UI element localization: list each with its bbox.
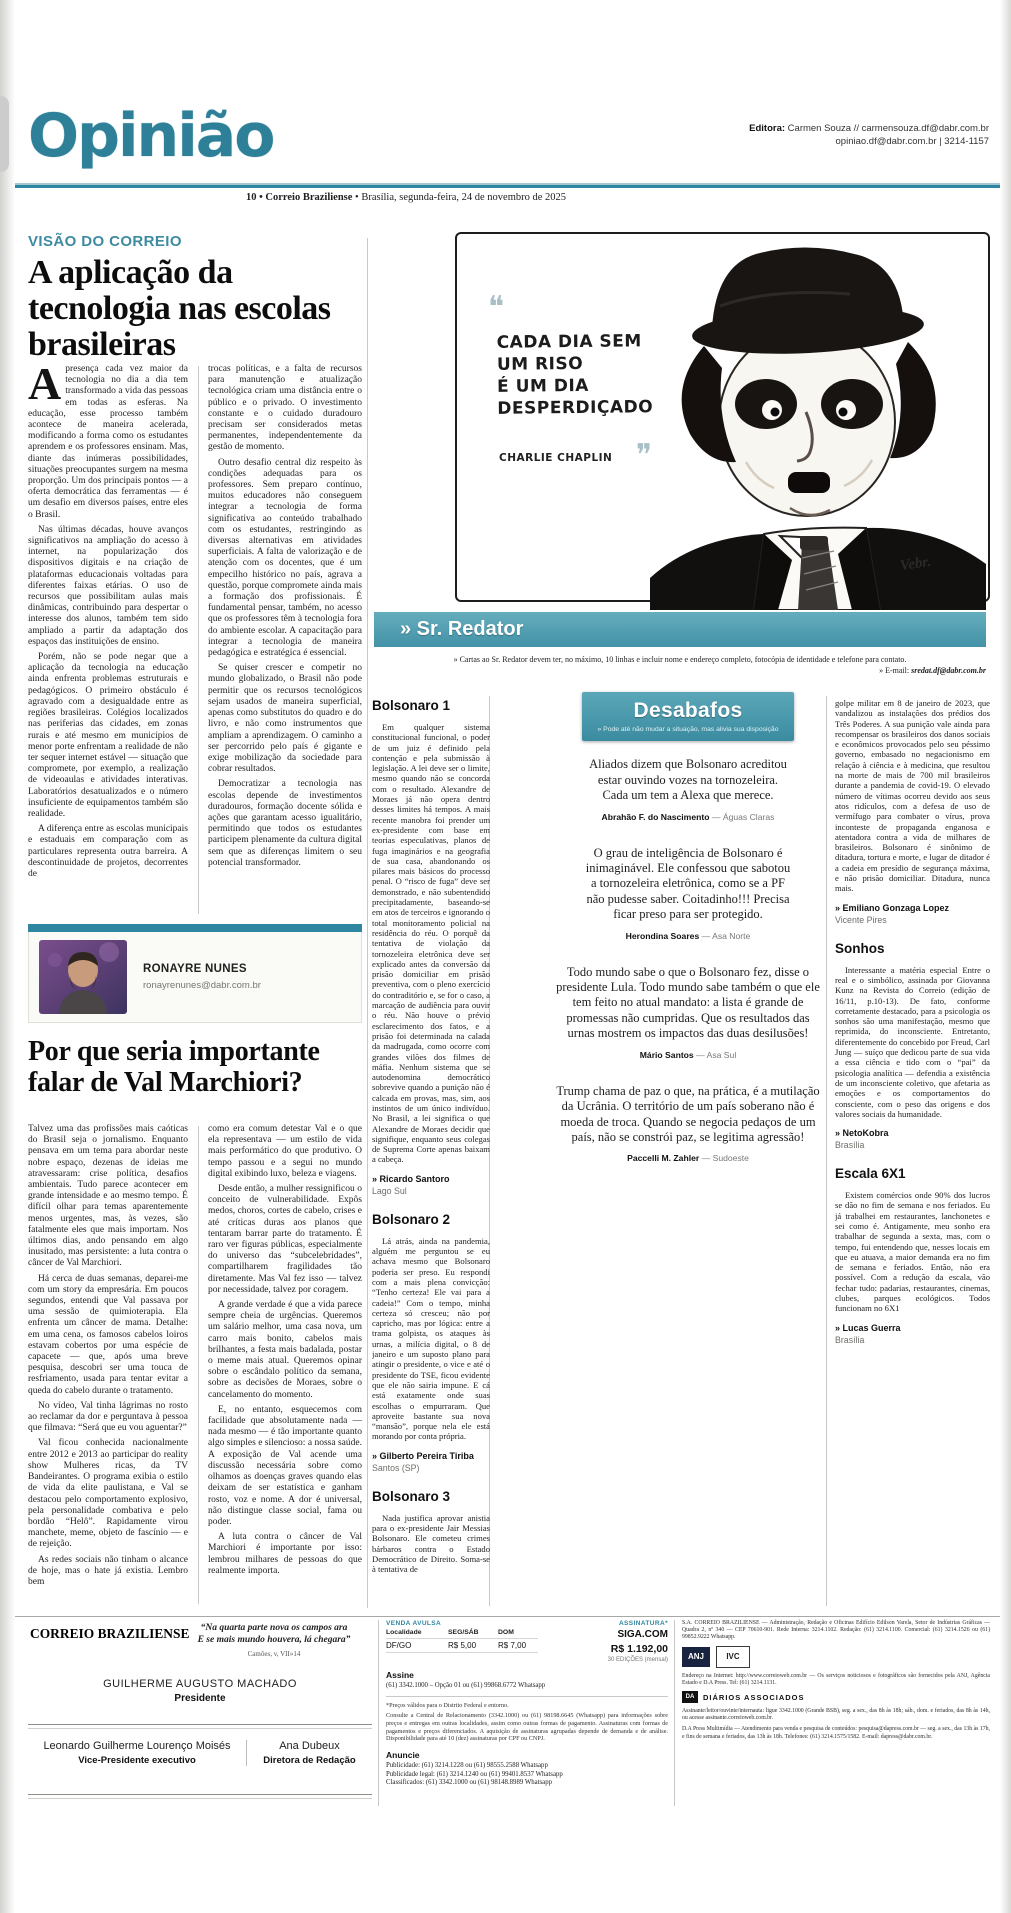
opinion-paragraph: Val ficou conhecida nacionalmente entre 2012 e 2013 ao participar do reality show Mulheres ricas, da TV Bandeirantes. O programa exibia o estilo de vida da elite paulistana, e Val se destacou pelo comportamento explosivo, pela personalidade combativa e pelo bordão “Helô”. Rapidamente virou manchete, meme, objeto de fascínio — e de rejeição. [28, 1438, 188, 1550]
footer-sales-block [386, 1620, 668, 1810]
desabafos-box [582, 692, 794, 741]
letter-heading: Escala 6X1 [835, 1166, 906, 1182]
letter-heading: Bolsonaro 2 [372, 1211, 451, 1227]
sr-redator-title: » Sr. Redator [400, 618, 524, 640]
desabafos-subtitle: » Pode até não mudar a situação, mas alivia sua disposição [597, 726, 779, 733]
letter-signature-place: Vicente Pires [835, 914, 887, 925]
editorial-paragraph: A diferença entre as escolas municipais e estaduais em comparação com as particulares representa outra barreira. A descontinuidade de projetos, decorrentes de [28, 824, 188, 879]
footer-masthead-block [28, 1622, 372, 1808]
column-divider [198, 1126, 199, 1604]
letter-body-continuation: golpe militar em 8 de janeiro de 2023, que vandalizou as instalações dos prédios dos Três Poderes. A sua punição vale ainda para recompensar os brasileiros dos danos sociais e econômicos provocados pelo seu péssimo governo, embasado no negacionismo em relação à ciência e à medicina, que resultou na morte de mais de 700 mil brasileiros durante a pandemia de covid-19. O elevado número de vítimas ocorreu devido aos seus atos ridículos, com a defesa de uso de vermífugo para combater o vírus, prova inconteste de propaganda enganosa e atentadora contra a vida de milhares de brasileiros. Bolsonaro é sinônimo de ditadura, tortura e morte, e lugar de ditador é a cadeia em presídio de segurança máxima, e não prisão domiciliar. Ditadura, nunca mais. [835, 698, 990, 894]
company-info: S.A. CORREIO BRAZILIENSE — Administração, Redação e Oficinas Edifício Edilson Varela, Setor de Indústrias Gráficas — Quadra 2, nº 340 — CEP 70610-901. Rede Interna: 3214.1102. Redação: (61) 3214.1100. Comercial: (61) 3214.1526 ou (61) 99852.9222 Whatsapp. [682, 1620, 990, 1641]
anuncie-line: Publicidade legal: (61) 3214.1240 ou (61) 99401.8537 Whatsapp [386, 1770, 563, 1778]
price-note: *Preços válidos para o Distrito Federal e entorno. [386, 1701, 509, 1709]
editorial-paragraph: Democratizar a tecnologia nas escolas depende de investimentos duradouros, formação docente sólida e ações que garantam acesso igualitário, permitindo que todos os estudantes participem plenamente da cultura digital sem que as diferenças limitem o seu potencial transformador. [208, 779, 362, 868]
subscription-offer [550, 1620, 668, 1663]
footer-divider [15, 1616, 1000, 1617]
anuncie-label: Anuncie [386, 1750, 420, 1761]
author-photo [39, 940, 127, 1014]
assine-info: (61) 3342.1000 – Opção 01 ou (61) 99868.6772 Whatsapp [386, 1682, 546, 1689]
masthead-quote-attribution: Camões, v, VII»14 [247, 1650, 301, 1658]
opinion-column-2 [208, 1124, 362, 1608]
scan-edge-right [1000, 0, 1011, 1913]
central-relacionamento-info: Consulte a Central de Relacionamento (3342.1000) ou (61) 98198.6645 (Whatsapp) para informações sobre preços e entregas em outras localidades, assim como outras formas de pagamento. Assinaturas com formas de pagamentos e preços diferenciados. A aquisição de assinaturas agrupadas depende de demanda e de análise. Disponibilidade para até 10 (dez) assinaturas por CPF ou CNPJ. [386, 1712, 668, 1743]
editorial-paragraph: trocas políticas, e a falta de recursos para manutenção e atualização tecnológica criam uma distância entre o público e o privado. O investimento constante e o cuidado duradouro precisam ser considerados metas permanentes, independentemente da gestão de momento. [208, 364, 362, 453]
vp-name: Leonardo Guilherme Lourenço Moisés [43, 1740, 231, 1752]
footer-company-block [682, 1620, 990, 1820]
letter-heading: Bolsonaro 1 [372, 698, 451, 713]
chaplin-caricature [650, 236, 986, 610]
reader-quote: O grau de inteligência de Bolsonaro é inimaginável. Ele confessou que sabotou a tornozeleira eletrônica, como se a PF não pudesse saber. Coitadinho!!! Precisa ficar preso para ser protegido. [585, 845, 791, 922]
letter-heading: Sonhos [835, 940, 885, 956]
scan-artifact [0, 96, 9, 172]
page-date: • Brasília, segunda-feira, 24 de novembro de 2025 [352, 192, 567, 203]
opinion-paragraph: como era comum detestar Val e o que ela representava — um estilo de vida mais performático do que produtivo. O tempo passou e a segui no mundo digital exibindo luxo, beleza e viagens. [208, 1124, 362, 1179]
opinion-paragraph: E, no entanto, esquecemos com facilidade que absolutamente nada — nada mesmo — é tão importante quanto algo simples e silencioso: a nossa saúde. A exposição de Val acende uma discussão necessária sobre como olhamos as doenças graves quando elas deixam de ser estatística e ganham rosto, voz e nome. A dor é universal, não distingue classe social, fama ou poder. [208, 1404, 362, 1527]
assinatura-label: ASSINATURA* [618, 1620, 668, 1627]
page-dateline [246, 191, 566, 205]
opinion-column-1 [28, 1124, 188, 1608]
atendimento-info: Assinante/leitor/ouvinte/internauta: ligue 3342.1000 (Grande BSB), seg. a sex., das 8h às 18h; sáb., dom. e feriados, das 8h às 14h, ou acesse assinante.correioweb.com.br. [682, 1708, 990, 1722]
opinion-paragraph: A luta contra o câncer de Val Marchiori é importante por isso: lembrou milhares de pessoas do que realmente importa. [208, 1532, 362, 1576]
letter-body: Existem comércios onde 90% dos lucros se dão no fim de semana e nos feriados. Eu já trabalhei em restaurantes, lanchonetes e sei como é. Antigamente, meu sonho era trabalhar de segunda a sexta, mas, com o tempo, fui entendendo que, nesses locais em que eu atuava, a maior demanda era no fim de semana e feriados. Então, não era possível. Com a redução da escala, vão fechar tudo: padarias, restaurantes, cinemas, clubes, parques ecológicos. Todos funcionam no 6X1 [835, 1190, 990, 1314]
opinion-paragraph: Desde então, a mulher ressignificou o conceito de vulnerabilidade. Expôs medos, choros, cortes de cabelo, crises e até críticas duras aos planos que tentaram barrar parte do tratamento. É raro ver figuras públicas, especialmente do universo das “subcelebridades”, compartilharem fragilidades tão diretamente. Mas Val fez isso — talvez por necessidade, talvez por coragem. [208, 1184, 362, 1295]
editorial-paragraph: Apresença cada vez maior da tecnologia no dia a dia tem transformado a vida das pessoas em todas as esferas. Na educação, esse processo também acontece de maneira acelerada, modificando a forma como os estudantes aprendem e os professores ensinam. Mas, diante das inúmeras possibilidades, situações preocupantes surgem na mesma proporção. Um dos principais pontos — a oferta democrática das ferramentas — é um desafio em diversos países, entre eles o Brasil. [28, 364, 188, 520]
opinion-paragraph: A grande verdade é que a vida parece sempre cheia de urgências. Queremos um salário melhor, uma casa nova, um carro mais bonito, cabelos mais brilhantes, a festa mais badalada, postar o meme mais atual. Queremos opinar sobre o escândalo político da semana, sobre as decisões de Moraes, sobre o cancelamento do momento. [208, 1300, 362, 1400]
column-divider [826, 696, 827, 1606]
letter-signature: » NetoKobra [835, 1128, 889, 1139]
diarios-associados-row [682, 1691, 990, 1703]
editor-info [749, 122, 989, 148]
diarios-associados-label: DIÁRIOS ASSOCIADOS [703, 1692, 805, 1702]
assinatura-price: R$ 1.192,00 [610, 1643, 668, 1655]
reader-quote: Aliados dizem que Bolsonaro acreditou estar ouvindo vozes na tornozeleira. Cada um tem a Alexa que merece. [589, 757, 787, 803]
editorial-column-1 [28, 364, 188, 920]
author-box-accent-bar [28, 924, 362, 932]
newspaper-logo: CORREIO BRAZILIENSE [30, 1627, 190, 1642]
footer-rule [28, 1724, 372, 1729]
dapress-info: D.A Press Multimídia — Atendimento para venda e pesquisa de conteúdos: pesquisa@dapress.com.br — seg. a sex., das 13h às 17h, e fins de semana e feriados, das 13h às 18h. Telefones: (61) 3214.1575/1582. E-mail: dapress@dabr.com.br. [682, 1726, 991, 1740]
editorial-paragraph: Outro desafio central diz respeito às condições adequadas para os professores. Sem preparo contínuo, muitos educadores não conseguem integrar a tecnologia de forma significativa ao conteúdo trabalhado com os estudantes, restringindo as diversas alternativas em atividades superficiais. A falta de valorização e de atenção com os docentes, que é um empecilho histórico no país, agrava a questão, porque compromete ainda mais a formação dos profissionais. É fundamental pensar, também, no acesso que os professores têm à tecnologia fora do ambiente escolar. A capacitação para integrar a tecnologia de maneira pedagógica e estratégica é essencial. [208, 457, 362, 659]
editor-label: Editora: [749, 123, 786, 134]
page-number-brand: 10 • Correio Braziliense [246, 192, 353, 203]
editor-contact: opiniao.df@dabr.com.br | 3214-1157 [835, 136, 989, 147]
anj-logo: ANJ [682, 1647, 710, 1667]
letter-signature: » Ricardo Santoro [372, 1173, 450, 1184]
cartoon-quote: CADA DIA SEM UM RISO É UM DIA DESPERDIÇADO [496, 331, 654, 419]
letter-signature-place: Lago Sul [372, 1185, 407, 1196]
kicker-visao-do-correio: VISÃO DO CORREIO [28, 233, 182, 250]
editorial-column-2 [208, 364, 362, 916]
letter-signature-place: Santos (SP) [372, 1462, 420, 1473]
assine-label: Assine [386, 1670, 414, 1680]
diarios-associados-logo: DA [682, 1691, 698, 1703]
ivc-logo: IVC [716, 1646, 750, 1668]
letter-signature: » Lucas Guerra [835, 1322, 901, 1333]
venda-avulsa-label: VENDA AVULSA [386, 1620, 442, 1627]
author-box [28, 924, 362, 1023]
vp-title: Vice-Presidente executivo [78, 1755, 196, 1766]
letters-instructions: » Cartas ao Sr. Redator devem ter, no máximo, 10 linhas e incluir nome e endereço completo, fotocópia de identidade e telefone para contato. [453, 655, 907, 664]
internet-info: Endereço na Internet: http://www.correioweb.com.br — Os serviços noticiosos e fotográficos são fornecidos pela ANJ, Agência Estado e D.A Press. Tel: (61) 3214.1131. [682, 1672, 990, 1686]
quote-signature: Abrahão F. do Nascimento — Águas Claras [601, 811, 775, 822]
sr-redator-section-bar [374, 612, 986, 647]
letter-signature: » Gilberto Pereira Tiriba [372, 1450, 474, 1461]
executives-credits [28, 1740, 372, 1766]
letters-column-1 [372, 698, 490, 1631]
director-title: Diretora de Redação [263, 1755, 356, 1766]
assinatura-brand: SIGA.COM [617, 1629, 668, 1640]
anuncie-line: Classificados: (61) 3342.1000 ou (61) 98148.8989 Whatsapp [386, 1779, 552, 1787]
drop-cap: A [28, 364, 62, 409]
opinion-paragraph: Talvez uma das profissões mais caóticas do Brasil seja o jornalismo. Enquanto pensava em um tema para abordar neste nobre espaço, dezenas de ideias me atravessaram: crise política, desafios ambientais. Tudo parece acontecer em grande intensidade e ao mesmo tempo. É difícil olhar para temas aparentemente menos urgentes, mas, às vezes, são fatalmente eles que mais importam. Nos últimos dias, ando pensando em algo inusitado, mas persistente: a luta contra o câncer de Val Marchiori. [28, 1124, 188, 1269]
masthead-quote: “Na quarta parte nova os campos ara E se mais mundo houvera, lá chegara” Camões, v, VII»14 [176, 1622, 372, 1660]
single-copy-price-table: VENDA AVULSA Localidade SEG/SÁB DOM DF/GO R$ 5,00 R$ 7,00 [386, 1620, 538, 1663]
footer-rule [28, 1794, 372, 1799]
author-name: RONAYRE NUNES [143, 963, 247, 975]
letter-heading: Bolsonaro 3 [372, 1488, 451, 1504]
quote-signature: Herondina Soares — Asa Norte [625, 930, 751, 941]
quote-signature: Paccelli M. Zahler — Sudoeste [627, 1153, 749, 1164]
letter-signature-place: Brasília [835, 1334, 865, 1345]
letter-body: Interessante a matéria especial Entre o real e o simbólico, assinada por Giovanna Kunz na Revista do Correio (edição de 16/11, p.10-13). De fato, conforme corretamente destacado, para a psicologia os sonhos são uma manifestação, mesmo que reprimida, do inconsciente. Entretanto, diferentemente do concebido por Freud, Carl Jung — suíço que dedicou parte de sua vida a essa ciência e tido com o “pai” da psicologia analítica — defendia a existência de um inconsciente coletivo, que afetaria as emoções e os comportamentos do consciente, com o peso das origens e dos valores sociais da humanidade. [835, 964, 990, 1119]
reader-quote: Todo mundo sabe o que o Bolsonaro fez, disse o presidente Lula. Todo mundo sabe também o que ele tem feito no atual mandato: a lista é grande de promessas não cumpridas. Que os resultados das urnas mostrem os impactos das duas desilusões! [556, 964, 820, 1041]
opinion-paragraph: Há cerca de duas semanas, deparei-me com um story da empresária. Em poucos segundos, entendi que Val passava por uma sessão de quimioterapia. Ela enfrenta um câncer de mama. Detalhe: em uma cena, os famosos cabelos loiros estavam cobertos por uma espécie de capacete — que, após uma breve pesquisa, descobri ser uma touca de resfriamento, usada para tentar evitar a queda do cabelo durante o tratamento. [28, 1273, 188, 1396]
footer-divider [378, 1620, 379, 1806]
editorial-paragraph: Se quiser crescer e competir no mundo globalizado, o Brasil não pode permitir que os recursos tecnológicos sejam usados de maneira superficial, apenas como substitutos do quadro e do livro, e não como instrumentos que ampliam a aprendizagem. O caminho a ser percorrido pelo país é gigante e exige mobilização da sociedade para cobrar resultados. [208, 663, 362, 775]
director-name: Ana Dubeux [279, 1740, 340, 1752]
cartoonist-signature: Vebr. [898, 553, 933, 575]
anuncie-line: Publicidade: (61) 3214.1228 ou (61) 98555.2588 Whatsapp [386, 1762, 548, 1770]
close-quote-icon: ❞ [636, 438, 653, 473]
opinion-headline: Por que seria importante falar de Val Marchiori? [28, 1036, 320, 1098]
editorial-paragraph: Porém, não se pode negar que a aplicação da tecnologia na educação ainda enfrenta problemas estruturais e pedagógicos. O primeiro obstáculo é agravado com a desigualdade entre as regiões brasileiras. Colégios localizados nas periferias das cidades, em zonas rurais e até mesmo em municípios de menor porte enfrentam a realidade de não ter sequer internet estável — situação que compromete, por exemplo, a realização de videoaulas e atividades interativas. Laboratórios desatualizados e o número insuficiente de equipamentos também são realidade. [28, 652, 188, 819]
editorial-paragraph: Nas últimas décadas, houve avanços significativos na ampliação do acesso à internet, na popularização dos dispositivos digitais e na criação de plataformas educacionais voltadas para diferentes faixas etárias. O uso de recursos que possibilitam aulas mais dinâmicas, contribuindo para despertar o interesse dos alunos, também tem sido ampliado a partir da adaptação dos espaços das instituições de ensino. [28, 524, 188, 647]
letter-body: Nada justifica aprovar anistia para o ex-presidente Jair Messias Bolsonaro. Ele cometeu crimes bárbaros contra o Estado Democrático de Direito. Soma-se à tentativa de [372, 1512, 490, 1575]
letter-signature: » Emiliano Gonzaga Lopez [835, 902, 950, 913]
president-credit: GUILHERME AUGUSTO MACHADO Presidente [103, 1678, 297, 1704]
opinion-paragraph: No vídeo, Val tinha lágrimas no rosto ao reclamar da dor e perguntava à pessoa que filmava: “Será que eu vou aguentar?” [28, 1400, 188, 1434]
open-quote-icon: ❝ [488, 290, 505, 325]
section-rule [15, 183, 1000, 188]
letter-signature-place: Brasília [835, 1140, 865, 1151]
footer-rule [386, 1696, 668, 1697]
opinion-paragraph: As redes sociais não tinham o alcance de hoje, mas o hate já existia. Lembro bem [28, 1554, 188, 1587]
author-portrait-illustration [39, 940, 127, 1014]
section-title: Opinião [28, 101, 274, 171]
desabafos-title: Desabafos [633, 699, 743, 722]
assinatura-note: 30 EDIÇÕES (mensal) [607, 1657, 668, 1663]
letter-body: Lá atrás, ainda na pandemia, alguém me perguntou se eu achava mesmo que Bolsonaro poderia ser preso. Eu respondi com a mais plena convicção: “Tenho certeza! Ele vai para a cadeia!” Com o tempo, minha certeza só cresceu; não por capricho, mas por lógica: entre a trama golpista, os ataques às urnas, a milícia digital, o 8 de janeiro e um suposto plano para atingir o presidente, o vice e até o presidente do TSE, ficou evidente que ele não sairia impune. E cá está exatamente onde suas escolhas o empurraram. Que aproveite bastante sua nova “mansão”, porque nela ele está morando por conta própria. [372, 1235, 490, 1442]
section-divider [367, 238, 368, 1608]
letter-body: Em qualquer sistema constitucional funcional, o poder de um juiz é definido pela contenção e pela submissão à legislação. A lei deve ser o limite, mesmo quando não se concorda com o resultado. Alexandre de Moraes já não opera dentro desses limites há tempos. A mais recente manobra foi prender um ex-presidente com base em teorias especulativas, planos de fuga imaginários e na geografia de sua casa, abandonando os pilares mais básicos do processo penal. O “risco de fuga” deve ser demonstrado, e não subentendido precipitadamente, baseando-se em atos de terceiros e ignorando o total monitoramento policial na residência do réu. O porquê da tentativa de violação da tornozeleira eletrônica deve ser explicado antes da conversão da prisão domiciliar em prisão preventiva, com o pleno exercício do contraditório e, se for o caso, a marcação de audiência para ouvir o réu. Não houve o prévio esclarecimento dos fatos, e a prisão foi determinada na calada da madrugada, como ocorre com grandes vilões dos filmes de máfia. Nenhum sistema que se autodenomina democrático sobrevive quando a punição não é calcada em provas, mas, sim, aos instintos de um único indivíduo. No Brasil, a lei significa o que Alexandre de Moraes decidir que signifique, enquanto seus colegas de Suprema Corte apenas baixam a cabeça. [372, 722, 490, 1165]
footer-divider [674, 1620, 675, 1806]
quote-signature: Mário Santos — Asa Sul [639, 1049, 737, 1060]
letters-email: sredat.df@dabr.com.br [911, 666, 986, 675]
letters-column-3 [835, 698, 990, 1631]
reader-quote: Trump chama de paz o que, na prática, é a mutilação da Ucrânia. O território de um país soberano não é moeda de troca. Quando se negocia pedaços de um país, não se constrói paz, se legitima agressão! [556, 1083, 820, 1144]
editorial-headline: A aplicação da tecnologia nas escolas brasileiras [28, 254, 331, 363]
cartoon-quote-attribution: CHARLIE CHAPLIN [499, 452, 613, 464]
editor-name-email: Carmen Souza // carmensouza.df@dabr.com.br [787, 123, 989, 134]
desabafos-column [552, 692, 824, 1187]
column-divider [198, 366, 199, 914]
association-logos [682, 1646, 990, 1668]
scan-edge-left [0, 0, 15, 1913]
author-email: ronayrenunes@dabr.com.br [143, 980, 261, 991]
letters-email-line: » E-mail: sredat.df@dabr.com.br [879, 666, 986, 675]
